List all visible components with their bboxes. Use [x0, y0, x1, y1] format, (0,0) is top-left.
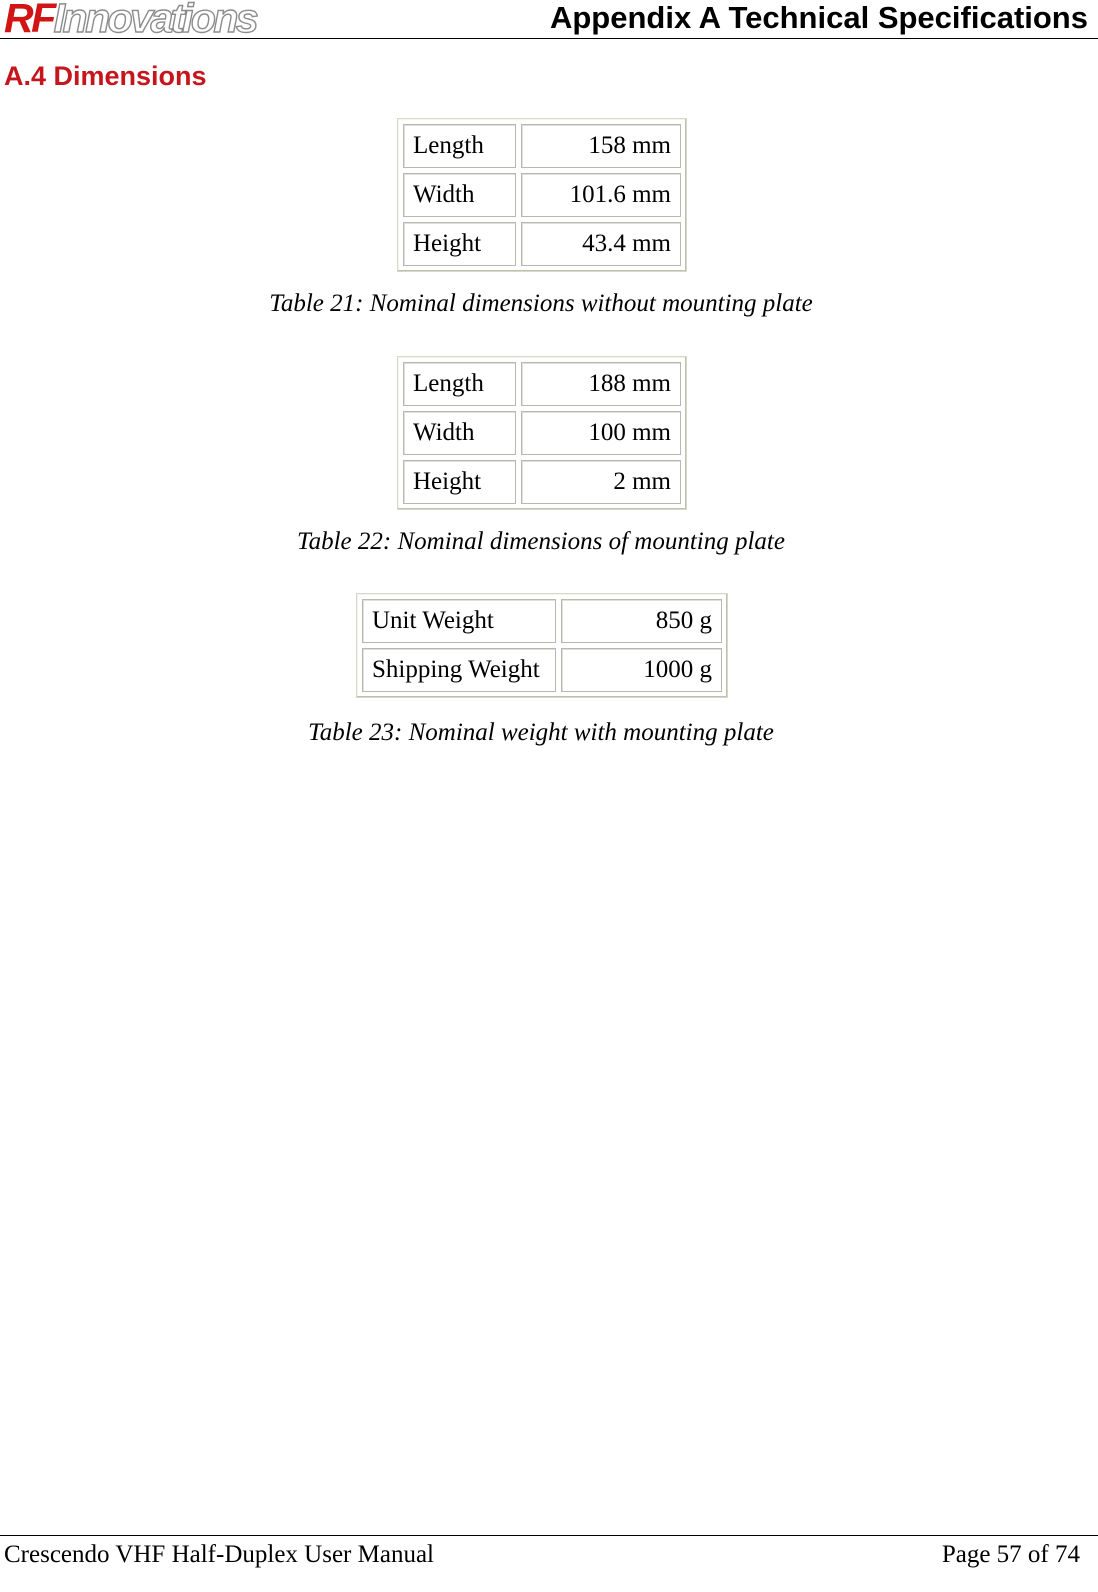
section-heading: A.4 Dimensions	[4, 61, 207, 91]
table-row	[403, 460, 681, 504]
rf-innovations-logo	[4, 0, 256, 40]
header-title: Appendix A Technical Specifications	[549, 0, 1088, 35]
page-header	[0, 0, 1098, 39]
row-value: 2 mm	[521, 460, 681, 504]
row-label: Unit Weight	[362, 599, 556, 643]
logo-rf-text: RF	[4, 0, 54, 41]
spec-table-mounting-plate	[397, 356, 687, 510]
row-value: 100 mm	[521, 411, 681, 455]
spec-table-weight	[356, 593, 728, 698]
table-caption: Table 23: Nominal weight with mounting plate	[308, 719, 774, 746]
table-row	[403, 362, 681, 406]
row-label: Shipping Weight	[362, 648, 556, 692]
table-caption: Table 21: Nominal dimensions without mounting plate	[269, 290, 813, 317]
row-label: Length	[403, 362, 516, 406]
row-value: 43.4 mm	[521, 222, 681, 266]
page-number: Page 57 of 74	[941, 1541, 1080, 1568]
table-row	[362, 648, 722, 692]
row-value: 850 g	[561, 599, 722, 643]
table-row	[362, 599, 722, 643]
spec-table-dimensions-without-plate	[397, 118, 687, 272]
table-row	[403, 222, 681, 266]
table-caption: Table 22: Nominal dimensions of mounting plate	[297, 528, 785, 555]
row-value: 188 mm	[521, 362, 681, 406]
row-label: Height	[403, 460, 516, 504]
row-value: 1000 g	[561, 648, 722, 692]
table-row	[403, 124, 681, 168]
row-value: 101.6 mm	[521, 173, 681, 217]
row-label: Length	[403, 124, 516, 168]
table-row	[403, 173, 681, 217]
logo-innovations-text: Innovations	[53, 0, 257, 41]
table-row	[403, 411, 681, 455]
row-label: Width	[403, 173, 516, 217]
row-label: Height	[403, 222, 516, 266]
page-footer	[0, 1535, 1098, 1592]
row-label: Width	[403, 411, 516, 455]
row-value: 158 mm	[521, 124, 681, 168]
manual-title: Crescendo VHF Half-Duplex User Manual	[4, 1541, 434, 1568]
